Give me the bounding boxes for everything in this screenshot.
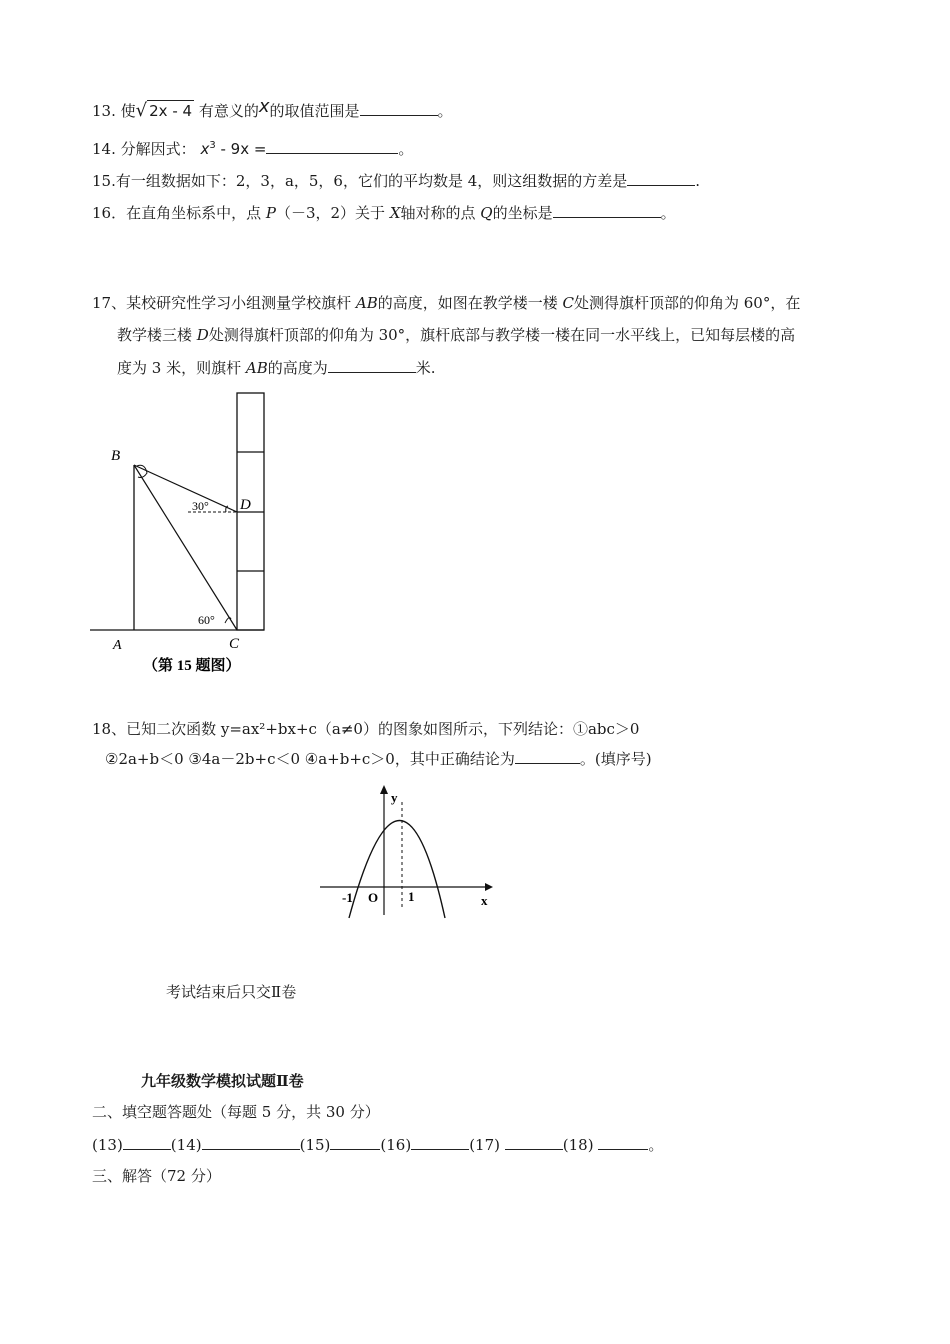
q16-axis: X [389,204,401,222]
q13-number: 13. [92,102,116,120]
answer-blank-14[interactable] [266,139,398,154]
q17-text: 米. [415,359,436,377]
q17-text: 17、某校研究性学习小组测量学校旗杆 [92,294,356,312]
label-b: B [111,448,121,464]
answer-label-15: (15) [299,1136,331,1154]
answer-label-16: (16) [380,1136,412,1154]
tick-neg1: -1 [342,890,353,905]
answer-label-18: (18) [562,1136,594,1154]
q13-mid: 有意义的 [198,102,259,120]
answer-field-18[interactable] [598,1135,648,1150]
q13-prefix: 使 [120,102,136,120]
answer-field-17[interactable] [505,1135,563,1150]
sight-line-d [134,465,237,512]
label-a: A [113,638,122,653]
question-17-line-3 [117,358,436,378]
answer-field-16[interactable] [411,1135,469,1150]
answer-label-13: (13) [92,1136,123,1154]
question-14 [92,136,413,159]
parabola-figure [315,780,500,920]
q13-post: 的取值范围是 [269,102,360,120]
answer-row [92,1135,663,1155]
q16-mid2: 轴对称的点 [400,204,481,222]
x-label: x [481,893,488,908]
q14-x: x [200,140,210,158]
question-15 [92,171,700,191]
answer-blank-13[interactable] [360,101,438,116]
question-17-line-2 [117,325,795,345]
figure-caption: （第 15 题图） [143,658,241,674]
q17-text: 度为 3 米，则旗杆 [117,359,246,377]
angle-30-label: 30° [192,499,209,513]
q16-point-p: P [265,204,276,222]
q17-text: 处测得旗杆顶部的仰角为 30°，旗杆底部与教学楼一楼在同一水平线上，已知每层楼的高 [208,326,796,344]
question-18-line-1 [92,719,639,739]
section-3-heading: 三、解答（72 分） [92,1167,221,1185]
parabola-curve [349,821,445,919]
q14-number: 14. [92,140,116,158]
y-label: y [391,790,398,805]
q17-ab: AB [245,359,268,377]
q15-end: . [695,172,701,190]
answer-field-15[interactable] [330,1135,380,1150]
question-18-line-2 [105,749,652,769]
q16-end: 。 [660,204,676,222]
exam-notice: 考试结束后只交Ⅱ卷 [166,983,297,1001]
answer-label-14: (14) [170,1136,202,1154]
q13-end: 。 [437,102,453,120]
question-17-line-1 [92,293,800,313]
q18-text: ②2a+b＜0 ③4a－2b+c＜0 ④a+b+c＞0，其中正确结论为 [105,750,515,768]
q17-d: D [196,326,209,344]
q14-exponent: 3 [209,140,216,151]
q17-c: C [562,294,574,312]
q18-text: 。(填序号) [579,750,652,768]
answer-blank-16[interactable] [553,203,661,218]
label-d: D [240,497,251,513]
q17-text: 的高度，如图在教学楼一楼 [377,294,563,312]
q17-ab: AB [355,294,378,312]
q15-text: 15.有一组数据如下：2，3，a，5，6，它们的平均数是 4，则这组数据的方差是 [92,172,628,190]
answer-blank-17[interactable] [328,358,416,373]
q17-text: 处测得旗杆顶部的仰角为 60°，在 [573,294,801,312]
q17-text: 教学楼三楼 [117,326,197,344]
sight-line-c [134,465,237,630]
answer-blank-18[interactable] [515,749,580,764]
flagpole-figure [85,385,285,680]
q16-point-q: Q [480,204,493,222]
question-16 [92,203,676,223]
answer-label-17: (17) [469,1136,500,1154]
answer-field-13[interactable] [123,1135,171,1150]
q14-prefix: 分解因式： [120,140,196,158]
sqrt-symbol: √ [135,100,148,121]
answer-blank-15[interactable] [627,171,695,186]
label-c: C [229,636,240,652]
part2-title: 九年级数学模拟试题Ⅱ卷 [141,1072,304,1090]
q13-var: x [258,96,270,117]
section-2-heading: 二、填空题答题处（每题 5 分，共 30 分） [92,1103,380,1121]
q13-radicand: 2x - 4 [149,102,193,120]
q16-prefix: 16．在直角坐标系中，点 [92,204,266,222]
q17-text: 的高度为 [267,359,328,377]
q16-post: 的坐标是 [492,204,553,222]
q14-rest: - 9x = [215,140,267,158]
answer-row-end: 。 [648,1136,664,1154]
q16-mid1: （－3，2）关于 [275,204,390,222]
angle-60-label: 60° [198,613,215,627]
origin-label: O [368,890,379,905]
tick-1: 1 [408,889,415,904]
question-13 [92,96,453,121]
q18-text: 18、已知二次函数 y=ax²+bx+c（a≠0）的图象如图所示，下列结论：①abc＞0 [92,720,640,738]
answer-field-14[interactable] [202,1135,300,1150]
q14-end: 。 [398,140,414,158]
